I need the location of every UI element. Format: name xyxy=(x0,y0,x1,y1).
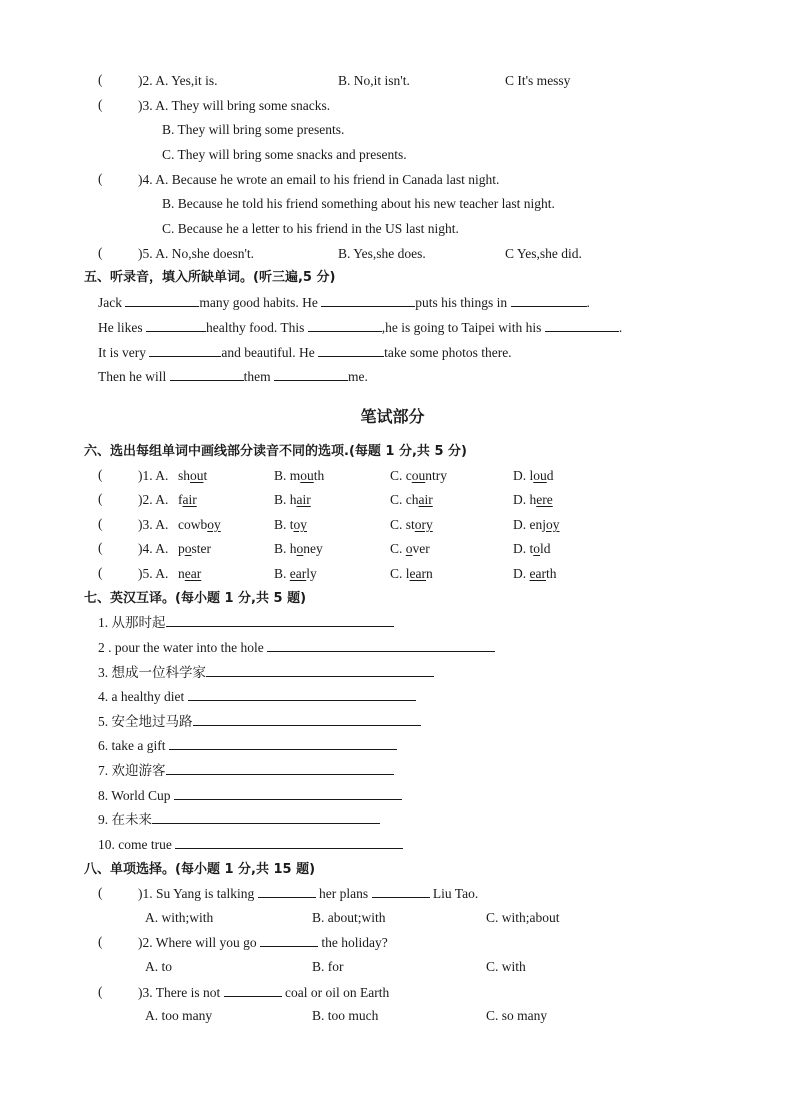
section-7-title: 七、英汉互译。(每小题 1 分,共 5 题) xyxy=(84,591,307,606)
phonics-option-a[interactable] xyxy=(178,491,197,509)
answer-paren[interactable]: ( xyxy=(98,565,103,580)
translation-item: 3. 想成一位科学家 xyxy=(98,664,434,682)
phonics-option-c[interactable] xyxy=(390,516,433,534)
option-line: C. Because he a letter to his friend in the US last night. xyxy=(162,221,459,236)
answer-paren[interactable]: ( xyxy=(98,984,103,999)
word-part: B. m xyxy=(274,468,301,483)
option-c[interactable]: C. with;about xyxy=(486,910,560,925)
answer-blank[interactable] xyxy=(267,639,495,652)
translation-item: 7. 欢迎游客 xyxy=(98,762,394,780)
underlined-letters: o xyxy=(184,541,192,556)
option-b[interactable]: B. about;with xyxy=(312,910,386,925)
word-part: D. t xyxy=(513,541,534,556)
underlined-letters: air xyxy=(418,492,433,507)
translation-item: 4. a healthy diet xyxy=(98,688,416,706)
phonics-option-a[interactable] xyxy=(178,516,221,534)
phonics-option-b[interactable] xyxy=(274,491,311,509)
option-line: B. Because he told his friend something about his new teacher last night. xyxy=(162,196,555,211)
word-part: C. l xyxy=(390,566,410,581)
option-b[interactable]: B. for xyxy=(312,959,344,974)
mc-question-3: )3. There is not coal or oil on Earth xyxy=(138,985,390,1000)
phonics-option-c[interactable] xyxy=(390,467,447,485)
word-part: n xyxy=(178,566,185,581)
answer-paren[interactable]: ( xyxy=(98,72,103,87)
underlined-letters: ou xyxy=(533,468,547,483)
word-part: C. ch xyxy=(390,492,419,507)
translation-item: 9. 在未来 xyxy=(98,811,380,829)
phonics-option-b[interactable] xyxy=(274,540,323,558)
translation-item: 1. 从那时起 xyxy=(98,614,394,632)
word-part: t xyxy=(203,468,208,483)
phonics-question-number: )4. A. xyxy=(138,541,169,556)
phonics-question-number: )3. A. xyxy=(138,517,169,532)
option-c[interactable]: C. with xyxy=(486,959,526,974)
option-a[interactable]: A. with;with xyxy=(145,910,214,925)
question-4: )4. A. Because he wrote an email to his friend in Canada last night. xyxy=(138,172,500,187)
word-part: th xyxy=(313,468,325,483)
phonics-question-number: )1. A. xyxy=(138,468,169,483)
underlined-letters: air xyxy=(296,492,311,507)
word-part: ver xyxy=(412,541,430,556)
question-2: )2. A. Yes,it is. xyxy=(138,73,218,88)
answer-paren[interactable]: ( xyxy=(98,467,103,482)
blank[interactable] xyxy=(125,294,199,307)
answer-blank[interactable] xyxy=(166,614,394,627)
translation-item: 5. 安全地过马路 xyxy=(98,713,421,731)
option-c: C It's messy xyxy=(505,73,571,88)
underlined-letters: o xyxy=(296,541,304,556)
fill-line-1: Jack many good habits. He puts his things in . xyxy=(98,295,590,310)
question-5: )5. A. No,she doesn't. xyxy=(138,246,255,261)
word-part: sh xyxy=(178,468,191,483)
phonics-option-a[interactable] xyxy=(178,540,211,558)
option-a[interactable]: A. to xyxy=(145,959,172,974)
mc-question-1: )1. Su Yang is talking her plans Liu Tao. xyxy=(138,886,479,901)
phonics-option-c[interactable] xyxy=(390,491,433,509)
word-part: D. h xyxy=(513,492,537,507)
word-part: p xyxy=(178,541,185,556)
blank[interactable] xyxy=(258,885,316,898)
word-part: C. xyxy=(390,541,406,556)
word-part: d xyxy=(546,468,554,483)
blank[interactable] xyxy=(170,368,244,381)
phonics-option-a[interactable] xyxy=(178,467,207,485)
word-part: B. t xyxy=(274,517,294,532)
answer-blank[interactable] xyxy=(193,713,421,726)
answer-paren[interactable]: ( xyxy=(98,934,103,949)
blank[interactable] xyxy=(308,319,382,332)
underlined-letters: ou xyxy=(411,468,426,483)
underlined-letters: o xyxy=(405,541,413,556)
phonics-option-a[interactable] xyxy=(178,565,201,583)
word-part: ster xyxy=(191,541,211,556)
answer-blank[interactable] xyxy=(206,664,434,677)
phonics-option-d[interactable] xyxy=(513,467,554,485)
word-part: n xyxy=(426,566,433,581)
word-part: ntry xyxy=(425,468,447,483)
word-part: C. st xyxy=(390,517,415,532)
phonics-option-b[interactable] xyxy=(274,565,317,583)
option-b: B. No,it isn't. xyxy=(338,73,410,88)
underlined-letters: oy xyxy=(293,517,308,532)
underlined-letters: ear xyxy=(529,566,546,581)
blank[interactable] xyxy=(149,344,221,357)
blank[interactable] xyxy=(511,294,587,307)
answer-blank[interactable] xyxy=(169,737,397,750)
phonics-option-b[interactable] xyxy=(274,516,307,534)
phonics-option-d[interactable] xyxy=(513,491,553,509)
word-part: ly xyxy=(306,566,317,581)
translation-item: 6. take a gift xyxy=(98,737,397,755)
answer-paren[interactable]: ( xyxy=(98,885,103,900)
underlined-letters: ear xyxy=(184,566,202,581)
answer-paren[interactable]: ( xyxy=(98,97,103,112)
answer-blank[interactable] xyxy=(174,787,402,800)
answer-blank[interactable] xyxy=(166,762,394,775)
question-3: )3. A. They will bring some snacks. xyxy=(138,98,331,113)
option-line: C. They will bring some snacks and presents. xyxy=(162,147,407,162)
phonics-question-number: )2. A. xyxy=(138,492,169,507)
word-part: B. h xyxy=(274,541,297,556)
section-5-title: 五、听录音，填入所缺单词。(听三遍,5 分) xyxy=(84,270,336,285)
option-c[interactable]: C. so many xyxy=(486,1008,548,1023)
section-8-title: 八、单项选择。(每小题 1 分,共 15 题) xyxy=(84,862,316,877)
fill-line-2: He likes healthy food. This ,he is going to Taipei with his . xyxy=(98,320,623,335)
phonics-question-number: )5. A. xyxy=(138,566,169,581)
section-6-title: 六、选出每组单词中画线部分读音不同的选项.(每题 1 分,共 5 分) xyxy=(84,444,467,459)
mc-question-2: )2. Where will you go the holiday? xyxy=(138,935,388,950)
blank[interactable] xyxy=(372,885,430,898)
word-part: B. xyxy=(274,566,290,581)
translation-item: 8. World Cup xyxy=(98,787,402,805)
fill-line-4: Then he will them me. xyxy=(98,369,368,384)
answer-blank[interactable] xyxy=(175,836,403,849)
option-line: B. They will bring some presents. xyxy=(162,122,345,137)
blank[interactable] xyxy=(274,368,348,381)
fill-line-3: It is very and beautiful. He take some photos there. xyxy=(98,345,512,360)
word-part: cowb xyxy=(178,517,208,532)
blank[interactable] xyxy=(260,934,318,947)
phonics-option-c[interactable] xyxy=(390,540,430,558)
underlined-letters: ere xyxy=(536,492,553,507)
translation-item: 10. come true xyxy=(98,836,403,854)
underlined-letters: o xyxy=(533,541,540,556)
blank[interactable] xyxy=(321,294,415,307)
underlined-letters: ou xyxy=(300,468,314,483)
underlined-letters: oy xyxy=(546,517,560,532)
blank[interactable] xyxy=(224,984,282,997)
underlined-letters: oy xyxy=(207,517,221,532)
answer-blank[interactable] xyxy=(152,811,380,824)
word-part: ney xyxy=(303,541,323,556)
underlined-letters: ear xyxy=(409,566,426,581)
answer-paren[interactable]: ( xyxy=(98,171,103,186)
word-part: B. h xyxy=(274,492,297,507)
underlined-letters: ory xyxy=(414,517,433,532)
word-part: C. c xyxy=(390,468,412,483)
option-b[interactable]: B. too much xyxy=(312,1008,379,1023)
answer-blank[interactable] xyxy=(188,688,416,701)
word-part: f xyxy=(178,492,183,507)
word-part: D. xyxy=(513,566,530,581)
blank[interactable] xyxy=(545,319,619,332)
phonics-option-d[interactable] xyxy=(513,540,551,558)
phonics-option-b[interactable] xyxy=(274,467,324,485)
phonics-option-d[interactable] xyxy=(513,565,557,583)
underlined-letters: ou xyxy=(190,468,204,483)
answer-paren[interactable]: ( xyxy=(98,491,103,506)
underlined-letters: ear xyxy=(289,566,307,581)
word-part: ld xyxy=(540,541,551,556)
word-part: D. l xyxy=(513,468,534,483)
option-a[interactable]: A. too many xyxy=(145,1008,213,1023)
blank[interactable] xyxy=(318,344,384,357)
phonics-option-c[interactable] xyxy=(390,565,433,583)
phonics-option-d[interactable] xyxy=(513,516,560,534)
option-c: C Yes,she did. xyxy=(505,246,582,261)
word-part: th xyxy=(545,566,557,581)
answer-paren[interactable]: ( xyxy=(98,540,103,555)
blank[interactable] xyxy=(146,319,206,332)
option-b: B. Yes,she does. xyxy=(338,246,426,261)
underlined-letters: air xyxy=(182,492,197,507)
word-part: D. enj xyxy=(513,517,546,532)
answer-paren[interactable]: ( xyxy=(98,516,103,531)
translation-item: 2 . pour the water into the hole xyxy=(98,639,495,657)
answer-paren[interactable]: ( xyxy=(98,245,103,260)
written-section-title: 笔试部分 xyxy=(360,407,425,426)
